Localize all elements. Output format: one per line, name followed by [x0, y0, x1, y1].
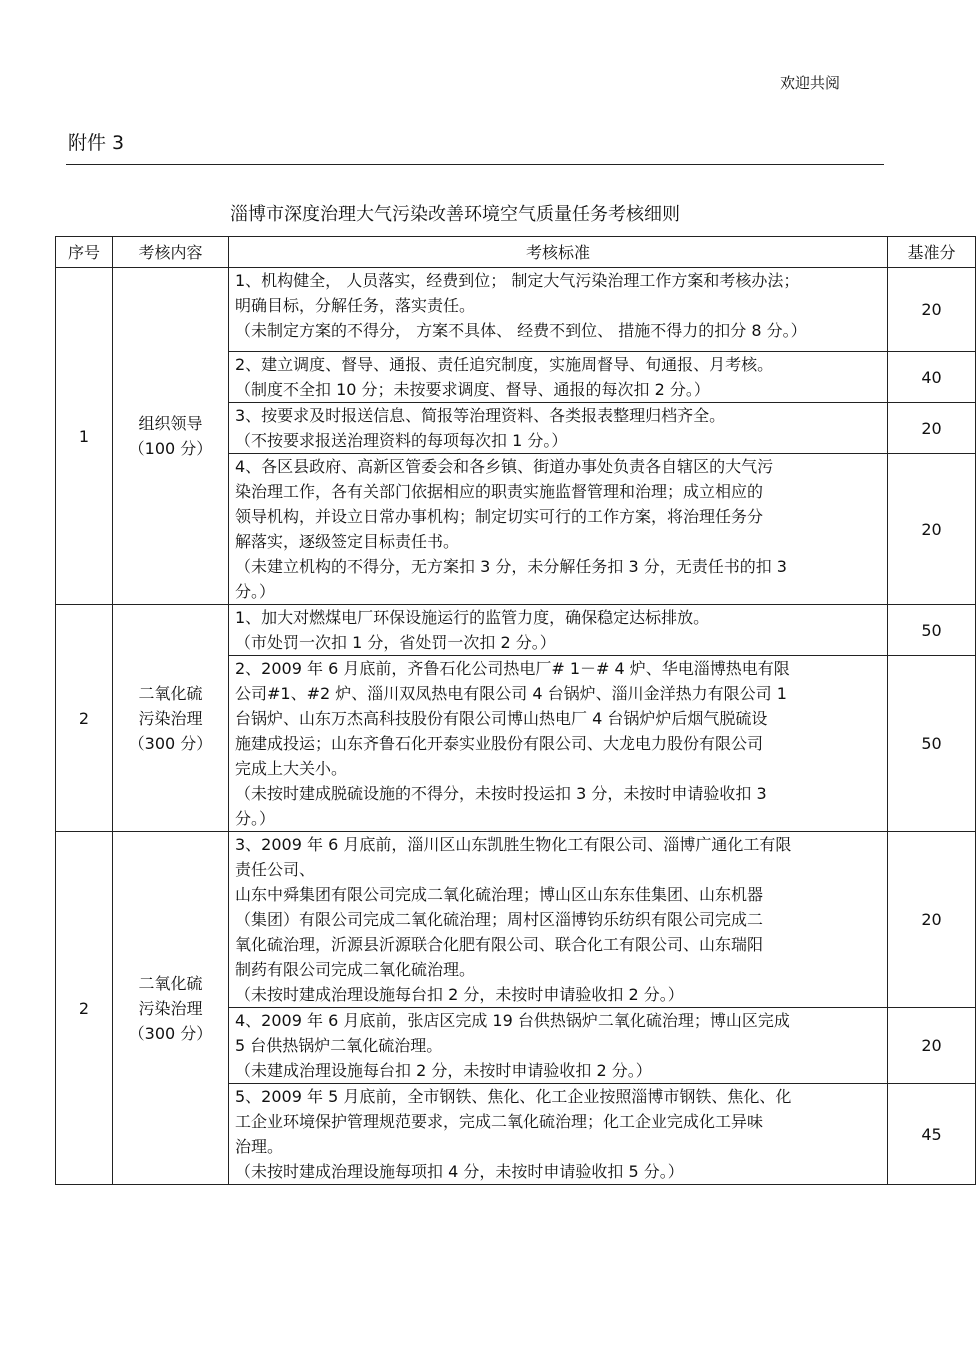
group-number: 1 [56, 268, 113, 605]
base-score: 40 [888, 352, 976, 403]
group-category [113, 832, 229, 1185]
column-header-content: 考核内容 [113, 237, 229, 268]
criteria-line: 施建成投运；山东齐鲁石化开泰实业股份有限公司、大龙电力股份有限公司 [235, 734, 764, 753]
criteria-line: 台锅炉、山东万杰高科技股份有限公司博山热电厂 4 台锅炉炉后烟气脱硫设 [235, 709, 768, 728]
category-line: 二氧化硫 [138, 683, 203, 703]
criteria-line: 责任公司、 [235, 860, 316, 879]
base-score: 50 [888, 656, 976, 832]
criteria-line: 公司#1、#2 炉、淄川双凤热电有限公司 4 台锅炉、淄川金洋热力有限公司 1 [235, 684, 787, 703]
criteria-cell [229, 352, 888, 403]
criteria-cell [229, 656, 888, 832]
criteria-line: （未按时建成脱硫设施的不得分，未按时投运扣 3 分，未按时申请验收扣 3 [235, 784, 767, 803]
table-header-row [56, 237, 976, 268]
header-rule [66, 164, 884, 165]
category-line: 组织领导 [138, 414, 203, 433]
criteria-cell [229, 268, 888, 352]
criteria-line: 完成上大关小。 [235, 759, 348, 778]
criteria-cell [229, 1008, 888, 1084]
base-score: 20 [888, 1008, 976, 1084]
criteria-line: 明确目标，分解任务，落实责任。 [235, 296, 476, 315]
criteria-line: 氧化硫治理，沂源县沂源联合化肥有限公司、联合化工有限公司、山东瑞阳 [235, 935, 764, 954]
category-line: 污染治理 [138, 998, 203, 1018]
criteria-cell [229, 605, 888, 656]
base-score: 20 [888, 268, 976, 352]
group-number: 2 [56, 832, 113, 1185]
criteria-line: （未按时建成治理设施每台扣 2 分，未按时申请验收扣 2 分。） [235, 985, 684, 1004]
assessment-table-viewport [55, 236, 956, 1186]
criteria-line: 染治理工作，各有关部门依据相应的职责实施监督管理和治理；成立相应的 [235, 482, 764, 501]
column-header-no: 序号 [56, 237, 113, 268]
category-line: （300 分） [128, 1023, 213, 1043]
group-category [113, 268, 229, 605]
criteria-line: （未按时建成治理设施每项扣 4 分，未按时申请验收扣 5 分。） [235, 1162, 684, 1181]
criteria-cell [229, 1084, 888, 1185]
base-score: 20 [888, 454, 976, 605]
category-line: 二氧化硫 [138, 973, 203, 993]
criteria-line: 分。） [235, 582, 276, 601]
criteria-line: 4、各区县政府、高新区管委会和各乡镇、街道办事处负责各自辖区的大气污 [235, 457, 774, 476]
criteria-cell [229, 454, 888, 605]
criteria-cell [229, 403, 888, 454]
table-row [56, 268, 976, 352]
criteria-line: 3、2009 年 6 月底前，淄川区山东凯胜生物化工有限公司、淄博广通化工有限 [235, 835, 792, 854]
criteria-line: 5、2009 年 5 月底前，全市钢铁、焦化、化工企业按照淄博市钢铁、焦化、化 [235, 1087, 792, 1106]
criteria-line: （未建成治理设施每台扣 2 分，未按时申请验收扣 2 分。） [235, 1061, 652, 1080]
criteria-line: （制度不全扣 10 分；未按要求调度、督导、通报的每次扣 2 分。） [235, 380, 710, 399]
criteria-line: 解落实，逐级签定目标责任书。 [235, 532, 460, 551]
table-row [56, 832, 976, 1008]
criteria-line: 1、机构健全， 人员落实，经费到位； 制定大气污染治理工作方案和考核办法； [235, 271, 800, 290]
criteria-line: （未建立机构的不得分，无方案扣 3 分，未分解任务扣 3 分，无责任书的扣 3 [235, 557, 787, 576]
criteria-line: 3、按要求及时报送信息、简报等治理资料、各类报表整理归档齐全。 [235, 406, 726, 425]
document-title: 淄博市深度治理大气污染改善环境空气质量任务考核细则 [230, 204, 680, 225]
header-note: 欢迎共阅 [780, 74, 841, 92]
column-header-score: 基准分 [888, 237, 976, 268]
column-header-criteria: 考核标准 [229, 237, 888, 268]
criteria-line: 山东中舜集团有限公司完成二氧化硫治理；博山区山东东佳集团、山东机器 [235, 885, 764, 904]
criteria-line: 2、建立调度、督导、通报、责任追究制度，实施周督导、旬通报、月考核。 [235, 355, 774, 374]
criteria-line: 分。） [235, 809, 276, 828]
criteria-line: 工企业环境保护管理规范要求，完成二氧化硫治理；化工企业完成化工异味 [235, 1112, 764, 1131]
attachment-label: 附件 3 [68, 132, 125, 154]
base-score: 20 [888, 403, 976, 454]
table-body [56, 268, 976, 1185]
category-line: 污染治理 [138, 708, 203, 728]
criteria-line: 1、加大对燃煤电厂环保设施运行的监管力度，确保稳定达标排放。 [235, 608, 710, 627]
criteria-line: （不按要求报送治理资料的每项每次扣 1 分。） [235, 431, 568, 450]
criteria-line: （市处罚一次扣 1 分，省处罚一次扣 2 分。） [235, 633, 556, 652]
criteria-line: 5 台供热锅炉二氧化硫治理。 [235, 1036, 443, 1055]
table-row [56, 605, 976, 656]
group-category [113, 605, 229, 832]
category-line: （300 分） [128, 733, 213, 753]
criteria-line: 领导机构，并设立日常办事机构；制定切实可行的工作方案，将治理任务分 [235, 507, 764, 526]
group-number: 2 [56, 605, 113, 832]
criteria-line: 治理。 [235, 1137, 284, 1156]
criteria-line: （未制定方案的不得分， 方案不具体、 经费不到位、 措施不得力的扣分 8 分。） [235, 321, 807, 340]
criteria-line: 4、2009 年 6 月底前，张店区完成 19 台供热锅炉二氧化硫治理；博山区完成 [235, 1011, 790, 1030]
criteria-line: （集团）有限公司完成二氧化硫治理；周村区淄博钧乐纺织有限公司完成二 [235, 910, 764, 929]
criteria-line: 制药有限公司完成二氧化硫治理。 [235, 960, 476, 979]
category-line: （100 分） [128, 439, 213, 458]
criteria-cell [229, 832, 888, 1008]
base-score: 45 [888, 1084, 976, 1185]
base-score: 20 [888, 832, 976, 1008]
criteria-line: 2、2009 年 6 月底前，齐鲁石化公司热电厂# 1－# 4 炉、华电淄博热电有限 [235, 659, 790, 678]
assessment-table [55, 236, 976, 1185]
base-score: 50 [888, 605, 976, 656]
